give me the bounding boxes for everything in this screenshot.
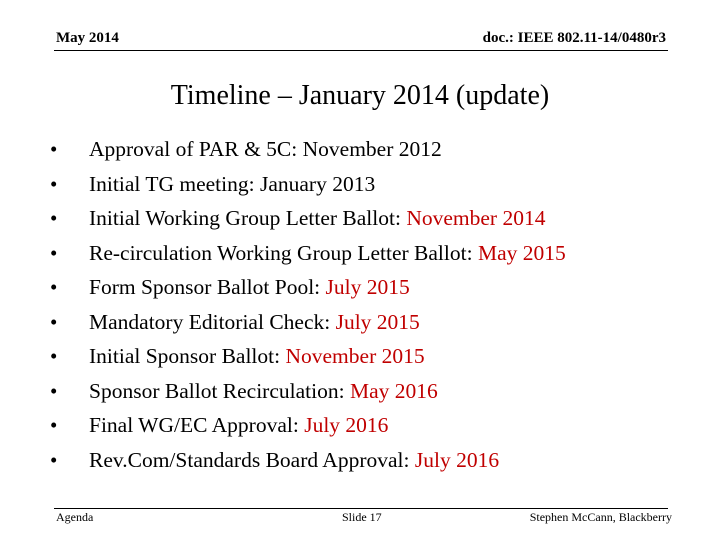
timeline-item-date: July 2015 [325,275,410,299]
bullet-icon: • [50,137,58,161]
timeline-item-text: Initial Sponsor Ballot: [89,344,286,368]
footer-section: Agenda [56,510,94,524]
timeline-item [50,132,566,167]
bullet-icon: • [50,309,58,334]
bullet-icon: • [50,378,58,403]
timeline-item-text: Re-circulation Working Group Letter Ballot: [89,240,478,265]
timeline-item-text: Rev.Com/Standards Board Approval: [89,447,415,472]
timeline-item [50,408,566,443]
slide-title: Timeline – January 2014 (update) [170,80,550,111]
header-doc-id: doc.: IEEE 802.11-14/0480r3 [482,30,666,46]
bullet-icon: • [50,447,58,472]
timeline-item-text: Mandatory Editorial Check: [89,309,336,334]
timeline-item-date: November 2015 [285,344,425,368]
timeline-item-text: Initial TG meeting: January 2013 [89,171,376,196]
bullet-icon: • [50,240,58,265]
timeline-item-date: May 2016 [349,378,438,403]
footer-rule [54,508,668,509]
header-date: May 2014 [56,30,119,46]
timeline-item [50,201,566,236]
timeline-item-date: July 2016 [304,413,389,437]
timeline-item-text: Sponsor Ballot Recirculation: [89,378,350,403]
timeline-item-text: Initial Working Group Letter Ballot: [89,206,407,230]
timeline-item-date: July 2015 [335,309,420,334]
timeline-item-text: Final WG/EC Approval: [89,413,305,437]
bullet-icon: • [50,171,58,196]
timeline-item [50,236,566,271]
timeline-item-date: July 2016 [414,447,500,472]
timeline-item-date: May 2015 [477,240,566,265]
timeline-item-date: November 2014 [406,206,546,230]
timeline-item [50,339,566,374]
footer-author: Stephen McCann, Blackberry [529,510,672,524]
timeline-item-text: Form Sponsor Ballot Pool: [89,275,326,299]
timeline-item-text: Approval of PAR & 5C: November 2012 [89,137,442,161]
bullet-icon: • [50,206,58,230]
header-rule [54,50,668,51]
bullet-icon: • [50,275,58,299]
timeline-item [50,374,566,409]
timeline-item [50,305,566,340]
timeline-item [50,270,566,305]
bullet-icon: • [50,413,58,437]
footer-slide-number: Slide 17 [342,510,382,524]
timeline-item [50,443,566,478]
bullet-icon: • [50,344,58,368]
timeline-list [50,132,566,477]
timeline-item [50,167,566,202]
